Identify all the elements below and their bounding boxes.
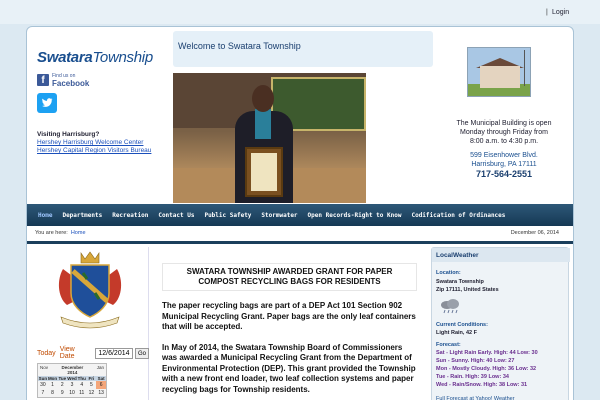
calendar-day-today[interactable]: 6 <box>96 381 106 389</box>
calendar-day[interactable]: 8 <box>51 390 54 396</box>
site-logo[interactable] <box>37 49 153 66</box>
left-column <box>29 247 149 400</box>
facebook-link[interactable] <box>37 73 89 87</box>
weather-conditions-label: Current Conditions: <box>436 322 488 328</box>
calendar-dow: Sun <box>38 376 48 381</box>
article-headline: SWATARA TOWNSHIP AWARDED GRANT FOR PAPER COMPOST RECYCLING BAGS FOR RESIDENTS <box>162 263 417 291</box>
nav-departments[interactable]: Departments <box>62 211 103 219</box>
weather-forecast-label: Forecast: <box>436 342 461 348</box>
weather-forecast-row: Mon - Mostly Cloudy. High: 36 Low: 32 <box>436 366 537 372</box>
logo-text-township: Township <box>92 49 153 66</box>
calendar-day[interactable]: 2 <box>60 382 64 388</box>
weather-forecast-row: Wed - Rain/Snow. High: 38 Low: 31 <box>436 382 528 388</box>
calendar-day[interactable]: 13 <box>98 390 104 396</box>
calendar-day[interactable]: 11 <box>79 390 85 396</box>
hours-line-2: Monday through Friday from <box>460 129 548 136</box>
visit-harrisburg <box>37 131 167 155</box>
local-weather-widget <box>431 247 569 400</box>
calendar-dow: Sat <box>97 376 105 381</box>
calendar-dow: Tue <box>58 376 67 381</box>
weather-conditions: Light Rain, 42 F <box>436 330 477 336</box>
top-separator: | <box>546 9 548 16</box>
breadcrumb <box>35 230 86 236</box>
top-bar <box>0 0 600 24</box>
calendar-dow: Wed <box>67 376 77 381</box>
nav-contact-us[interactable]: Contact Us <box>158 211 195 219</box>
facebook-small-text: Find us on <box>52 73 76 79</box>
login-link[interactable]: Login <box>552 9 570 16</box>
calendar-go-button[interactable]: Go <box>135 348 149 359</box>
hours-line-1: The Municipal Building is open <box>456 120 552 127</box>
calendar-day[interactable]: 30 <box>40 382 46 388</box>
hours-line-3: 8:00 a.m. to 4:30 p.m. <box>469 138 539 145</box>
rain-cloud-icon <box>438 298 462 316</box>
logo-text-swatara: Swatara <box>37 49 93 66</box>
calendar-day[interactable]: 7 <box>41 390 45 396</box>
calendar-next-month[interactable]: Jan <box>96 365 104 370</box>
weather-forecast-row: Sat - Light Rain Early. High: 44 Low: 30 <box>436 350 538 356</box>
divider <box>27 241 574 244</box>
calendar-day[interactable]: 12 <box>88 390 95 396</box>
weather-title: LocalWeather <box>432 248 570 262</box>
nav-open-records[interactable]: Open Records-Right to Know <box>307 211 402 219</box>
weather-forecast-row: Tue - Rain. High: 39 Low: 34 <box>436 374 509 380</box>
article-paragraph-2: In May of 2014, the Swatara Township Board of Commissioners was awarded a Municipal Recycling Grant from the Department of Environmental Protection (DEP). This grant provided the Township with a new front end loader, two leaf collection systems and paper recycling bags for Township residents. <box>162 342 416 394</box>
main-nav <box>27 204 574 226</box>
welcome-text: Welcome to Swatara Township <box>178 41 301 51</box>
visitors-bureau-link[interactable]: Hershey Capital Region Visitors Bureau <box>37 147 152 154</box>
current-date: December 06, 2014 <box>510 230 559 236</box>
calendar-date-input[interactable]: 12/6/2014 <box>95 348 133 359</box>
calendar-dow: Thu <box>77 376 86 381</box>
weather-full-forecast-link[interactable]: Full Forecast at Yahoo! Weather <box>436 396 515 400</box>
phone-number: 717-564-2551 <box>475 169 533 179</box>
page-frame <box>26 26 574 400</box>
welcome-center-link[interactable]: Hershey Harrisburg Welcome Center <box>37 139 144 146</box>
calendar-dow: Mon <box>47 376 58 381</box>
nav-recreation[interactable]: Recreation <box>112 211 149 219</box>
calendar-day[interactable]: 3 <box>70 382 74 388</box>
address-line-1: 599 Eisenhower Blvd. <box>470 152 538 159</box>
municipal-info <box>437 119 571 179</box>
calendar-prev-month[interactable]: Nov <box>40 365 49 370</box>
facebook-large-text: Facebook <box>52 79 90 88</box>
calendar-view-date-link[interactable]: View Date <box>59 346 75 360</box>
calendar-grid <box>37 363 107 398</box>
news-article <box>162 263 417 395</box>
nav-codification[interactable]: Codification of Ordinances <box>411 211 506 219</box>
nav-stormwater[interactable]: Stormwater <box>261 211 298 219</box>
calendar-month: December <box>61 365 84 370</box>
nav-home[interactable]: Home <box>38 211 53 219</box>
breadcrumb-prefix: You are here: <box>35 230 68 236</box>
facebook-icon: f <box>37 74 49 86</box>
calendar-day[interactable]: 4 <box>80 382 84 388</box>
weather-location-label: Location: <box>436 270 461 276</box>
calendar-year: 2014 <box>67 370 78 375</box>
municipal-building-photo <box>467 47 531 97</box>
address-line-2: Harrisburg, PA 17111 <box>471 161 537 168</box>
weather-location-2: Zip 17111, United States <box>436 287 499 293</box>
breadcrumb-home[interactable]: Home <box>70 230 86 236</box>
calendar-widget <box>37 347 149 398</box>
calendar-day[interactable]: 5 <box>90 382 93 388</box>
calendar-today-link[interactable]: Today <box>37 349 56 357</box>
calendar-day[interactable]: 1 <box>51 382 54 388</box>
calendar-day[interactable]: 9 <box>60 390 64 396</box>
calendar-dow: Fri <box>88 376 95 381</box>
township-crest-icon <box>53 249 127 331</box>
welcome-banner <box>173 31 433 67</box>
twitter-icon[interactable] <box>37 93 57 113</box>
visit-heading: Visiting Harrisburg? <box>37 131 100 138</box>
nav-public-safety[interactable]: Public Safety <box>204 211 252 219</box>
calendar-day[interactable]: 10 <box>69 390 75 396</box>
weather-location-1: Swatara Township <box>436 279 484 285</box>
article-paragraph-1: The paper recycling bags are part of a DEP Act 101 Section 902 Municipal Recycling Grant. Paper bags are the only leaf containers that will be accepted. <box>162 301 416 331</box>
award-photo <box>173 73 366 203</box>
weather-forecast-row: Sun - Sunny. High: 40 Low: 27 <box>436 358 515 364</box>
